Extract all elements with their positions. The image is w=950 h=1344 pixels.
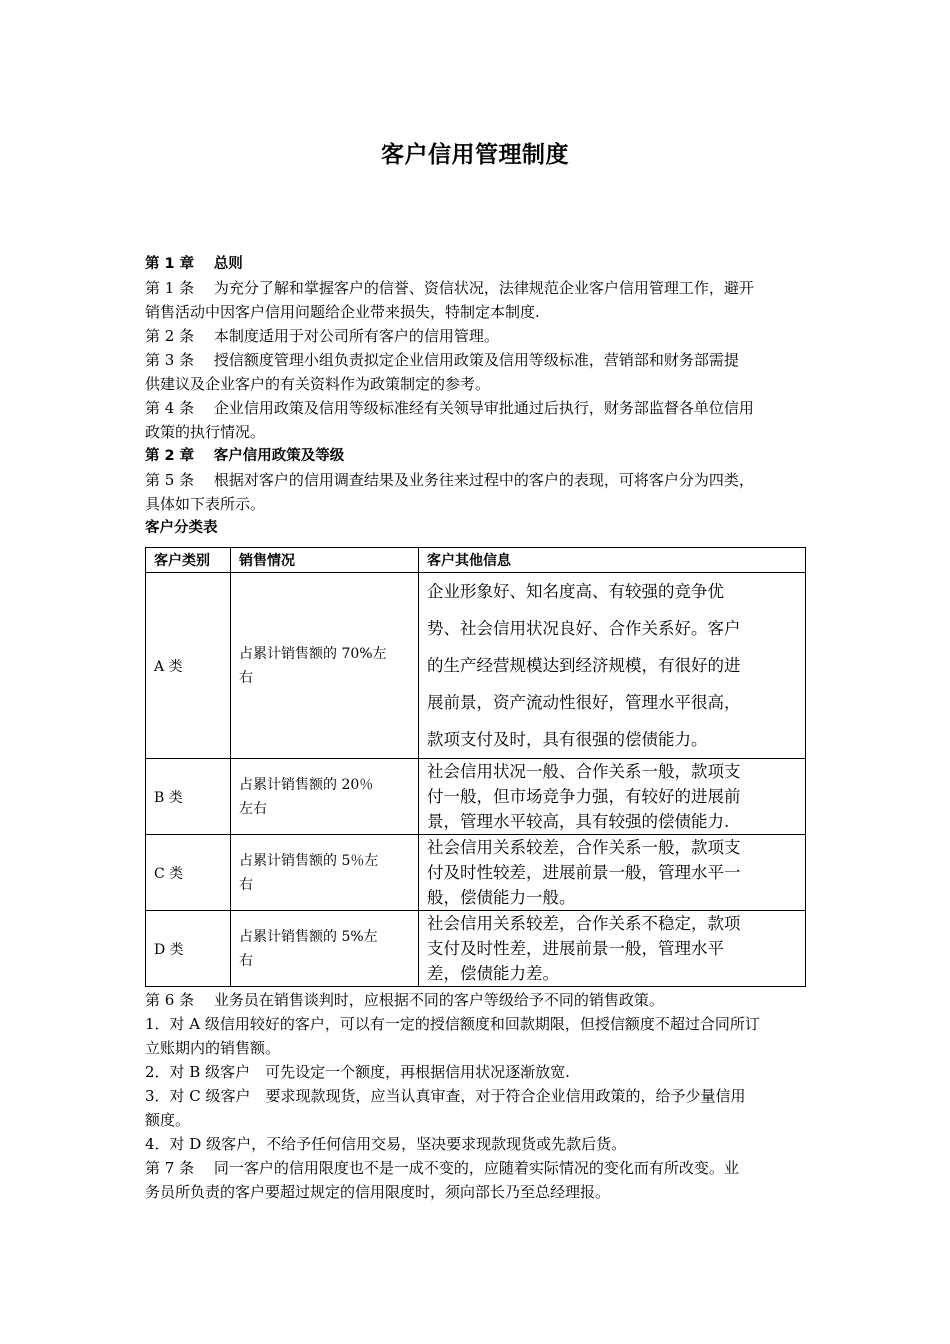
header-info: 客户其他信息 (419, 548, 806, 573)
sales-line: 右 (239, 952, 253, 969)
category-cell: C 类 (146, 835, 231, 911)
category-cell: B 类 (146, 759, 231, 835)
sales-line: 占累计销售额的 5％左 (239, 852, 379, 869)
info-line: 社会信用关系较差，合作关系不稳定，款项 (427, 914, 741, 933)
info-line: 展前景，资产流动性很好，管理水平很高， (427, 693, 741, 712)
info-line: 付及时性较差，进展前景一般，管理水平一 (427, 863, 741, 882)
paragraph-line: 第 3 条 授信额度管理小组负责拟定企业信用政策及信用等级标准，营销部和财务部需提 (145, 351, 739, 369)
header-category: 客户类别 (146, 548, 231, 573)
paragraph-line: 4．对 D 级客户，不给予任何信用交易，坚决要求现款现货或先款后货。 (145, 1135, 627, 1153)
paragraph-line: 2．对 B 级客户 可先设定一个额度，再根据信用状况逐渐放宽. (145, 1063, 570, 1081)
info-cell (419, 835, 806, 911)
sales-line: 占累计销售额的 20％ (239, 776, 374, 793)
chapter-1-heading: 第 1 章 总则 (145, 256, 243, 272)
sales-line: 右 (239, 876, 253, 893)
info-line: 支付及时性差，进展前景一般，管理水平 (427, 939, 724, 958)
paragraph-line: 第 4 条 企业信用政策及信用等级标准经有关领导审批通过后执行，财务部监督各单位信用 (145, 399, 754, 417)
table-caption: 客户分类表 (145, 520, 218, 536)
table-row (146, 911, 806, 987)
category-cell: D 类 (146, 911, 231, 987)
paragraph-line: 第 6 条 业务员在销售谈判时，应根据不同的客户等级给予不同的销售政策。 (145, 991, 664, 1009)
info-line: 付一般，但市场竞争力强，有较好的进展前 (427, 787, 741, 806)
header-sales: 销售情况 (231, 548, 419, 573)
sales-line: 占累计销售额的 70%左 (239, 645, 387, 662)
info-line: 般，偿债能力一般。 (427, 888, 576, 907)
table-header-row (146, 548, 806, 573)
paragraph-line: 第 7 条 同一客户的信用限度也不是一成不变的，应随着实际情况的变化而有所改变。业 (145, 1159, 739, 1177)
paragraph-line: 第 1 条 为充分了解和掌握客户的信誉、资信状况，法律规范企业客户信用管理工作，避开 (145, 279, 754, 297)
sales-line: 占累计销售额的 5%左 (239, 928, 378, 945)
table-row (146, 835, 806, 911)
info-line: 款项支付及时，具有很强的偿债能力。 (427, 730, 708, 749)
info-line: 社会信用关系较差，合作关系一般，款项支 (427, 838, 741, 857)
paragraph-line: 第 2 条 本制度适用于对公司所有客户的信用管理。 (145, 327, 499, 345)
info-line: 企业形象好、知名度高、有较强的竞争优 (427, 582, 724, 601)
paragraph-line: 第 5 条 根据对客户的信用调查结果及业务往来过程中的客户的表现，可将客户分为四类， (145, 471, 754, 489)
info-line: 差，偿债能力差。 (427, 964, 559, 983)
paragraph-line: 3．对 C 级客户 要求现款现货，应当认真审查，对于符合企业信用政策的，给予少量信用 (145, 1087, 746, 1105)
sales-cell (231, 911, 419, 987)
paragraph-line: 1．对 A 级信用较好的客户，可以有一定的授信额度和回款期限，但授信额度不超过合同所订 (145, 1015, 760, 1033)
info-cell (419, 573, 806, 759)
paragraph-line: 务员所负责的客户要超过规定的信用限度时，须向部长乃至总经理报。 (145, 1183, 611, 1201)
info-cell (419, 759, 806, 835)
chapter-2-heading: 第 2 章 客户信用政策及等级 (145, 448, 345, 464)
info-line: 景，管理水平较高，具有较强的偿债能力. (427, 812, 730, 831)
info-line: 的生产经营规模达到经济规模，有很好的进 (427, 656, 741, 675)
table-row (146, 573, 806, 759)
paragraph-line: 供建议及企业客户的有关资料作为政策制定的参考。 (145, 375, 491, 393)
paragraph-line: 政策的执行情况。 (145, 423, 266, 441)
paragraph-line: 具体如下表所示。 (145, 495, 266, 513)
info-line: 社会信用状况一般、合作关系一般，款项支 (427, 762, 741, 781)
paragraph-line: 立账期内的销售额。 (145, 1039, 281, 1057)
customer-classification-table (145, 547, 806, 987)
chapter-1-section (145, 252, 815, 540)
info-line: 势、社会信用状况良好、合作关系好。客户 (427, 619, 741, 638)
sales-cell (231, 573, 419, 759)
sales-cell (231, 835, 419, 911)
table-row (146, 759, 806, 835)
paragraph-line: 额度。 (145, 1111, 191, 1129)
document-title: 客户信用管理制度 (381, 142, 569, 168)
after-table-section (145, 988, 815, 1204)
sales-cell (231, 759, 419, 835)
sales-line: 左右 (239, 800, 267, 817)
paragraph-line: 销售活动中因客户信用问题给企业带来损失，特制定本制度. (145, 303, 540, 321)
sales-line: 右 (239, 669, 253, 686)
info-cell (419, 911, 806, 987)
category-cell: A 类 (146, 573, 231, 759)
